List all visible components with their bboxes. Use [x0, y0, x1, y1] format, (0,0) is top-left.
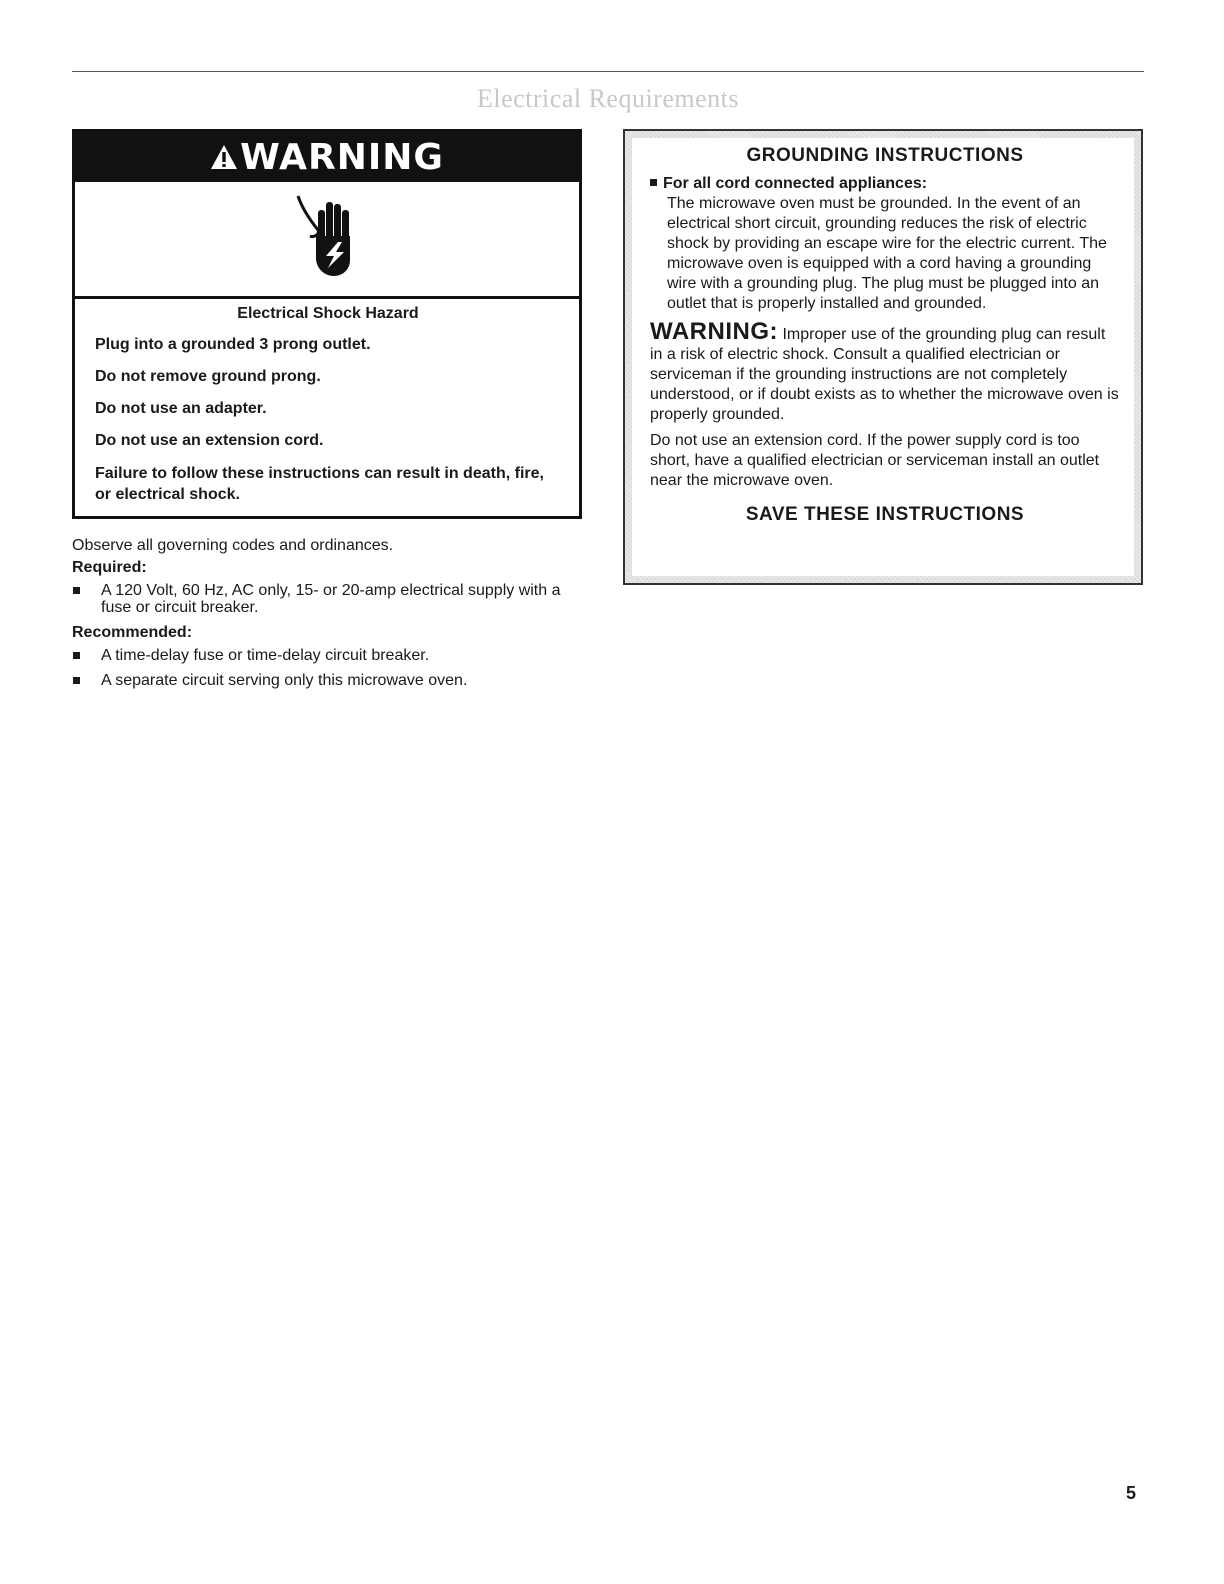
- page-title: Electrical Requirements: [476, 84, 739, 113]
- grounding-subheading: [650, 174, 1120, 194]
- grounding-box: [623, 129, 1143, 585]
- hazard-title: Electrical Shock Hazard: [237, 305, 419, 322]
- warning-icon-area: [75, 182, 579, 299]
- electrical-shock-hand-icon: [292, 194, 362, 284]
- bullet-square-icon: [650, 179, 657, 186]
- requirements-section: [72, 537, 582, 697]
- recommended-heading: Recommended:: [72, 624, 193, 641]
- list-item-text: A time-delay fuse or time-delay circuit breaker.: [101, 647, 430, 664]
- warning-line: Do not remove ground prong.: [95, 368, 321, 385]
- warning-line: Do not use an extension cord.: [95, 432, 324, 449]
- list-item: [72, 582, 582, 616]
- warning-line: Do not use an adapter.: [95, 400, 267, 417]
- observe-text: Observe all governing codes and ordinances.: [72, 537, 394, 554]
- list-item-text: A separate circuit serving only this microwave oven.: [101, 672, 468, 689]
- grounding-warning-text: Improper use of the grounding plug can result in a risk of electric shock. Consult a qualified electrician or serviceman if the grounding instructions are not completely understood, or if doubt exists as to whether the microwave oven is properly grounded.: [650, 326, 1119, 423]
- grounding-warning: [650, 318, 1120, 425]
- bullet-square-icon: [73, 587, 80, 594]
- warning-triangle-icon: [210, 144, 238, 170]
- warning-line: Failure to follow these instructions can result in death, fire, or electrical shock.: [95, 465, 544, 503]
- list-item: [72, 672, 582, 689]
- warning-banner: [75, 132, 579, 182]
- list-item-text: A 120 Volt, 60 Hz, AC only, 15- or 20-amp electrical supply with a fuse or circuit breaker.: [101, 582, 561, 616]
- save-instructions-title: SAVE THESE INSTRUCTIONS: [745, 504, 1025, 525]
- grounding-warning-label: WARNING:: [650, 318, 778, 345]
- required-heading: Required:: [72, 559, 147, 576]
- grounding-title: GROUNDING INSTRUCTIONS: [746, 145, 1024, 166]
- grounding-content: [632, 138, 1134, 576]
- warning-body: [75, 299, 579, 505]
- bullet-square-icon: [73, 652, 80, 659]
- warning-box: [72, 129, 582, 519]
- grounding-subheading-text: For all cord connected appliances:: [663, 175, 928, 192]
- grounding-paragraph: The microwave oven must be grounded. In the event of an electrical short circuit, grounding reduces the risk of electric shock by providing an escape wire for the electric current. The microwave oven is equipped with a cord having a grounding wire with a grounding plug. The plug must be plugged into an outlet that is properly installed and grounded.: [667, 195, 1107, 312]
- bullet-square-icon: [73, 677, 80, 684]
- warning-banner-label: WARNING: [240, 136, 444, 178]
- grounding-paragraph: Do not use an extension cord. If the power supply cord is too short, have a qualified electrician or serviceman install an outlet near the microwave oven.: [650, 432, 1100, 489]
- top-rule: [72, 71, 1144, 72]
- page-number: 5: [1126, 1483, 1137, 1503]
- warning-line: Plug into a grounded 3 prong outlet.: [95, 336, 371, 353]
- list-item: [72, 647, 582, 664]
